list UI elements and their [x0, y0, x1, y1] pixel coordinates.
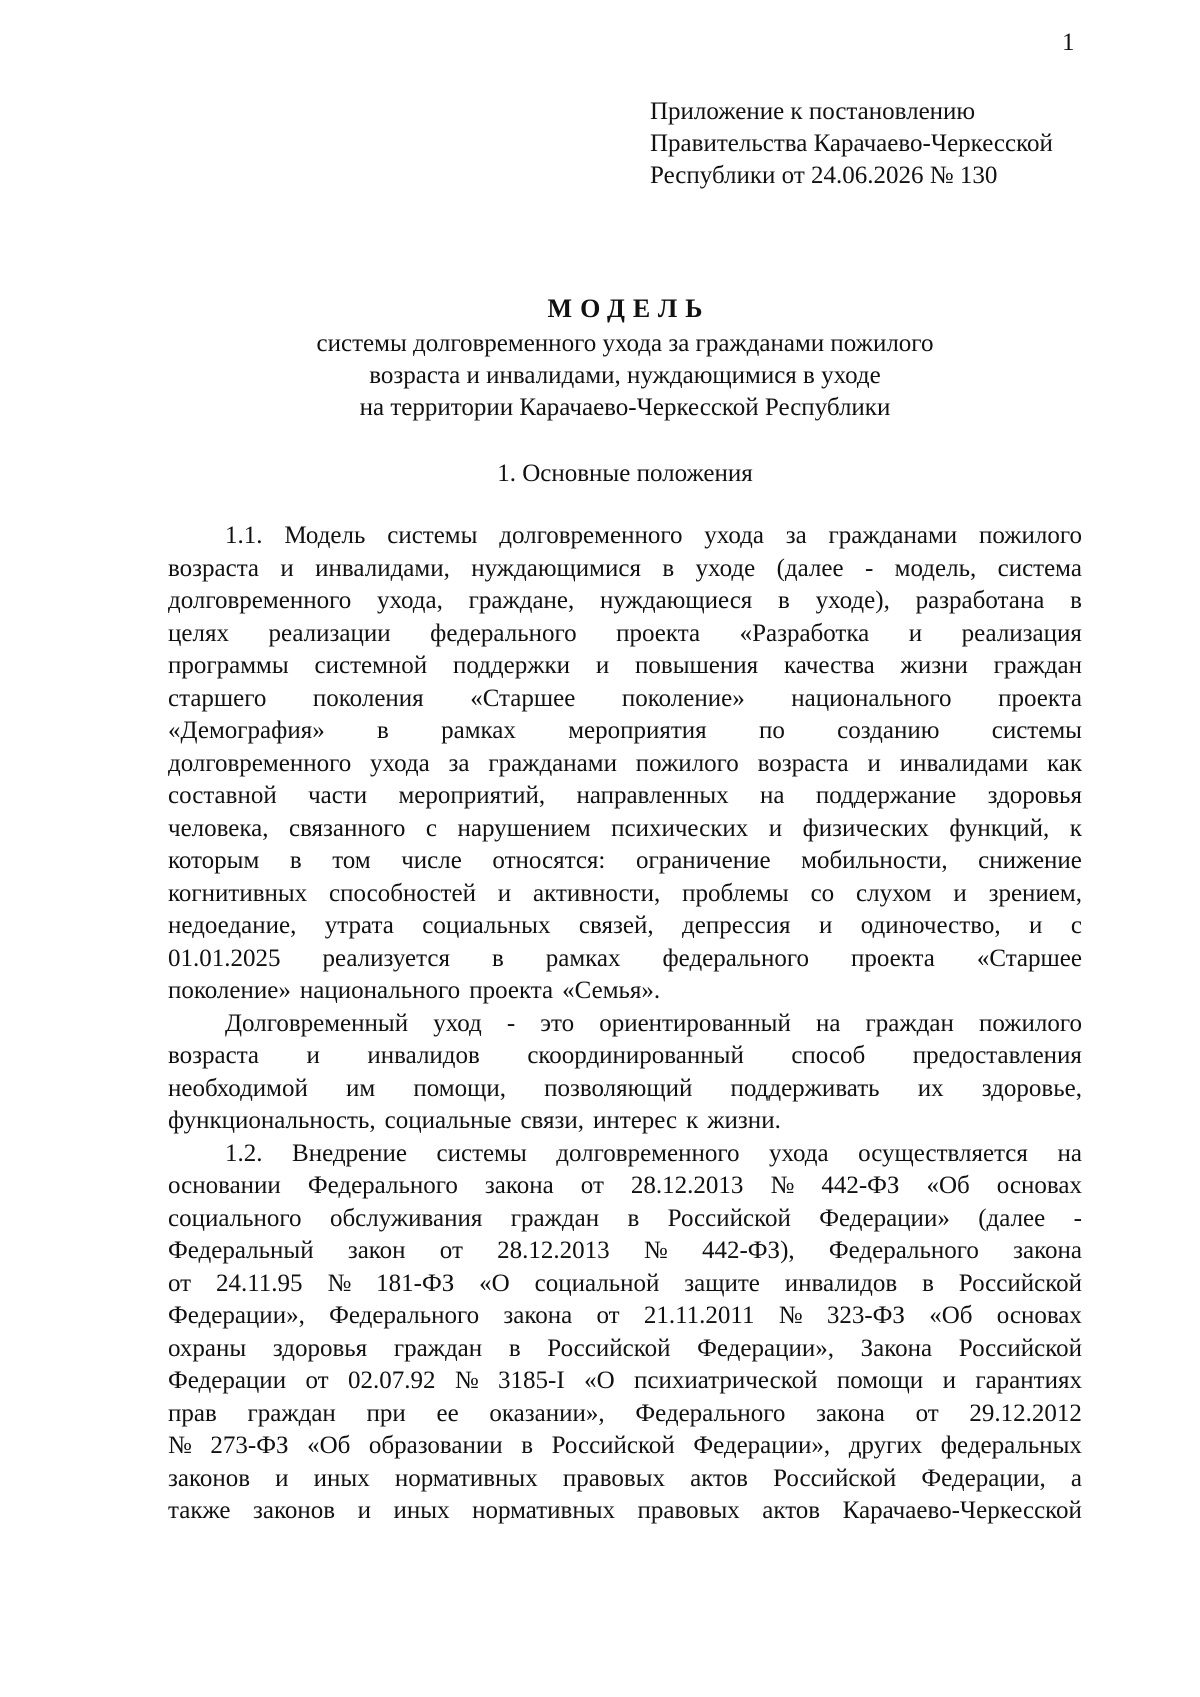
body-word: и [497, 879, 512, 907]
body-word: Федерального [307, 1172, 458, 1199]
body-word: от [580, 1172, 604, 1199]
body-word: предоставления [912, 1042, 1082, 1069]
body-word: здоровья [272, 1334, 368, 1362]
body-word: инвалидов [367, 1042, 480, 1069]
body-word: осуществляется [858, 1139, 1028, 1167]
body-word: и [357, 1497, 371, 1524]
body-word: помощи [836, 1367, 924, 1394]
body-word: 323-ФЗ [826, 1302, 905, 1329]
body-word: граждане, [468, 587, 575, 614]
body-word: ориентированный [599, 1009, 791, 1037]
body-word: системы [387, 522, 478, 549]
body-word: граждан [865, 1009, 954, 1037]
document-title-block [160, 290, 1090, 424]
body-word: социальные [384, 1107, 512, 1134]
body-word: гарантиях [975, 1367, 1082, 1394]
body-word: в [922, 1269, 934, 1297]
body-word: модель, [894, 554, 977, 582]
body-word: Федеральный [168, 1237, 314, 1264]
body-word: - [864, 554, 874, 582]
body-word: проекта [616, 619, 701, 647]
body-word: Российской [667, 1204, 791, 1232]
body-word: которым [168, 847, 260, 874]
body-word: к [1069, 814, 1082, 842]
section-heading: 1. Основные положения [497, 460, 753, 487]
body-word: законов [168, 1464, 251, 1492]
body-word: нарушением [457, 814, 591, 842]
body-word: здоровье, [981, 1074, 1082, 1102]
body-line [168, 553, 1082, 586]
body-word: слухом [856, 879, 932, 907]
body-line [168, 1430, 1082, 1463]
body-word: необходимой [168, 1074, 308, 1102]
body-word: 28.12.2013 [497, 1237, 610, 1264]
body-word: Федерального [635, 1399, 786, 1427]
body-word: 442-ФЗ [821, 1172, 900, 1199]
body-word: функциональность, [168, 1107, 376, 1134]
body-word: № [454, 1367, 479, 1394]
body-word: закон [347, 1237, 406, 1264]
appendix-line: Приложение к постановлению [650, 98, 976, 125]
body-word: гражданами [488, 749, 617, 777]
body-line [168, 1170, 1082, 1203]
body-word: системной [314, 652, 428, 679]
body-word: депрессия [682, 912, 791, 939]
body-word: образовании [368, 1432, 503, 1459]
body-word: поколения [312, 684, 424, 712]
body-word: оказании», [489, 1399, 605, 1427]
body-line [168, 1495, 1082, 1528]
body-word: и [953, 879, 967, 907]
body-word: и [306, 1042, 320, 1069]
body-word: Модель [284, 522, 366, 549]
body-word: на [1057, 1139, 1082, 1167]
body-word: поддерживать [730, 1074, 880, 1102]
body-line [168, 520, 1082, 553]
body-word: со [810, 879, 835, 907]
body-word: и [908, 619, 923, 647]
body-word: 442-ФЗ), [701, 1237, 795, 1264]
body-line [168, 975, 1082, 1008]
body-line [168, 910, 1082, 943]
body-word: № [643, 1237, 668, 1264]
body-word: их [917, 1074, 944, 1102]
body-line [168, 1365, 1082, 1398]
body-word: и [818, 912, 833, 939]
body-word: старшего [168, 684, 267, 712]
appendix-line: Республики от 24.06.2026 № 130 [650, 162, 998, 189]
body-word: Российской [773, 1464, 897, 1492]
body-word: в [627, 1204, 640, 1232]
body-word: национального [791, 684, 952, 712]
body-word: связей, [578, 912, 654, 939]
body-word: связанного [288, 814, 406, 842]
body-word: социальной [534, 1269, 660, 1297]
body-word: возраста [168, 1042, 260, 1069]
body-word: Закона [860, 1334, 933, 1362]
body-line [168, 1463, 1082, 1496]
body-word: психических [611, 814, 749, 842]
body-line [168, 878, 1082, 911]
body-word: на [815, 1009, 841, 1037]
body-word: в [662, 554, 675, 582]
body-word: 29.12.2012 [969, 1399, 1082, 1427]
body-word: в [289, 847, 302, 874]
body-word: зрением, [988, 879, 1082, 907]
body-word: уходе [695, 554, 756, 582]
body-word: это [540, 1009, 575, 1037]
body-word: в [491, 944, 504, 972]
body-word: реализуется [322, 944, 450, 972]
document-title: МОДЕЛЬ [547, 294, 711, 323]
body-word: с [425, 814, 437, 842]
body-word: недоедание, [168, 912, 297, 939]
body-word: способ [791, 1042, 866, 1069]
body-word: поколение» [621, 684, 745, 712]
body-word: граждан [993, 652, 1082, 679]
body-line [168, 1073, 1082, 1106]
body-word: возраста [757, 749, 849, 777]
body-word: (далее [978, 1204, 1046, 1232]
body-word: нормативных [394, 1464, 538, 1492]
body-word: пожилого [978, 522, 1082, 549]
body-word: утрата [324, 912, 394, 939]
body-word: 01.01.2025 [168, 944, 281, 972]
body-word: реализации [268, 619, 391, 647]
body-word: правовых [637, 1497, 740, 1524]
document-subtitle-line: на территории Карачаево-Черкесской Республики [359, 394, 891, 421]
body-word: по [758, 717, 785, 744]
body-line [168, 1008, 1082, 1041]
body-word: других [848, 1432, 923, 1459]
body-word: 3185-I [498, 1367, 565, 1394]
body-word: функций, [949, 814, 1050, 842]
body-word: рамках [441, 717, 516, 744]
body-word: правовых [562, 1464, 666, 1492]
body-word: защите [684, 1269, 760, 1297]
body-word: относятся: [492, 847, 606, 874]
body-word: Федерации», [168, 1302, 305, 1329]
body-line [168, 1235, 1082, 1268]
body-word: повышения [635, 652, 759, 679]
body-word: возраста [168, 554, 260, 582]
body-line [168, 943, 1082, 976]
body-word: Федерального [828, 1237, 979, 1264]
body-word: 02.07.92 [347, 1367, 436, 1394]
body-word: разработана [915, 587, 1045, 614]
document-subtitle-line: системы долговременного ухода за гражданами пожилого [316, 330, 934, 357]
body-word: Федерации», [697, 1334, 834, 1362]
body-word: Российской [551, 1432, 675, 1459]
body-word: жизни. [707, 1107, 781, 1134]
body-word: иных [393, 1497, 450, 1524]
body-word: Федерации» [819, 1204, 950, 1232]
body-word: а [1070, 1464, 1082, 1492]
body-word: система [997, 554, 1082, 582]
body-word: актов [762, 1497, 821, 1524]
body-word: «Об [307, 1432, 351, 1459]
body-word: части [308, 782, 368, 809]
body-line [168, 1333, 1082, 1366]
body-word: скоординированный [527, 1042, 744, 1069]
body-word: связи, [520, 1107, 585, 1134]
body-word: направленных [576, 782, 729, 809]
appendix-line: Правительства Карачаево-Черкесской [650, 130, 1053, 157]
body-word: уходе), [815, 587, 890, 614]
body-word: ее [436, 1399, 459, 1427]
body-word: закона [1013, 1237, 1082, 1264]
page-number: 1 [1062, 29, 1075, 56]
body-word: здоровья [987, 782, 1082, 809]
body-word: закона [816, 1399, 885, 1427]
body-word: «Разработка [739, 619, 870, 647]
body-word: и [595, 652, 610, 679]
body-word: Федерации, [921, 1464, 1046, 1492]
body-word: и [275, 1464, 289, 1492]
body-word: 1.2. [225, 1139, 263, 1167]
body-word: инвалидов [784, 1269, 898, 1297]
body-word: одиночество, [860, 912, 1001, 939]
body-word: актов [690, 1464, 748, 1492]
body-line [168, 845, 1082, 878]
body-line [168, 1268, 1082, 1301]
body-word: долговременного [168, 587, 352, 614]
body-word: 181-ФЗ [376, 1269, 455, 1297]
body-word: физических [802, 814, 929, 842]
body-word: проекта [469, 977, 554, 1004]
body-word: «Об [929, 1302, 973, 1329]
body-word: социальных [422, 912, 551, 939]
body-word: программы [168, 652, 289, 679]
body-word: ухода [370, 749, 430, 777]
body-word: Российской [547, 1334, 671, 1362]
body-word: в [778, 587, 790, 614]
body-word: числе [401, 847, 462, 874]
body-word: 1.1. [225, 522, 263, 549]
body-word: поколение» [168, 977, 291, 1004]
body-word: прав [168, 1399, 217, 1427]
body-word: способностей [329, 879, 476, 907]
body-word: граждан [510, 1204, 600, 1232]
body-word: «Старшее [470, 684, 576, 712]
body-word: ограничение [635, 847, 771, 874]
body-word: как [1046, 749, 1082, 777]
body-word: и [1029, 912, 1043, 939]
body-word: «Семья». [562, 977, 661, 1004]
body-word: помощи, [413, 1074, 506, 1102]
body-word: системы [991, 717, 1082, 744]
body-word: и [942, 1367, 956, 1394]
body-word: гражданами [828, 522, 958, 549]
body-word: основании [168, 1172, 281, 1199]
body-word: также [168, 1497, 231, 1524]
body-word: проблемы [682, 879, 789, 907]
body-word: в [508, 1334, 521, 1362]
body-word: снижение [978, 847, 1082, 874]
body-word: от [596, 1302, 620, 1329]
body-line [168, 715, 1082, 748]
body-word: 24.11.95 [215, 1269, 303, 1297]
body-word: жизни [900, 652, 968, 679]
body-word: № [778, 1302, 803, 1329]
body-line [168, 748, 1082, 781]
body-line [168, 1105, 1082, 1138]
body-word: пожилого [635, 749, 739, 777]
body-line [168, 1040, 1082, 1073]
body-word: качества [783, 652, 875, 679]
body-word: от [168, 1269, 192, 1297]
body-word: охраны [168, 1334, 247, 1362]
body-word: Карачаево-Черкесской [842, 1497, 1082, 1524]
body-word: реализация [961, 619, 1082, 647]
body-word: долговременного [556, 1139, 740, 1167]
body-word: инвалидами, [315, 554, 450, 582]
body-word: целях [168, 619, 229, 647]
body-word: социального [168, 1204, 302, 1232]
body-word: активности, [533, 879, 661, 907]
body-word: - [506, 1009, 516, 1037]
body-word: поддержки [453, 652, 570, 679]
body-word: долговременного [499, 522, 683, 549]
body-word: граждан [393, 1334, 483, 1362]
body-word: № [327, 1269, 352, 1297]
body-word: мероприятий, [398, 782, 546, 809]
body-word: с [1070, 912, 1082, 939]
body-word: «Демография» [168, 717, 325, 744]
body-word: Долговременный [225, 1009, 409, 1037]
body-word: проекта [850, 944, 935, 972]
body-word: - [1073, 1204, 1082, 1232]
body-line [168, 618, 1082, 651]
body-word: в [377, 717, 389, 744]
body-word: закона [484, 1172, 554, 1199]
body-word: позволяющий [544, 1074, 693, 1102]
body-word: человека, [168, 814, 269, 842]
body-word: и [768, 814, 783, 842]
body-line [168, 1203, 1082, 1236]
body-text [168, 520, 1082, 1528]
body-word: закона [503, 1302, 573, 1329]
document-subtitle-line: возраста и инвалидами, нуждающимися в уходе [369, 362, 881, 389]
body-word: психиатрической [634, 1367, 818, 1394]
body-line [168, 780, 1082, 813]
body-word: ухода [768, 1139, 829, 1167]
body-word: нормативных [472, 1497, 616, 1524]
body-word: рамках [545, 944, 621, 972]
body-word: уход [433, 1009, 482, 1037]
body-word: иных [313, 1464, 370, 1492]
body-word: созданию [837, 717, 940, 744]
body-word: пожилого [978, 1009, 1082, 1037]
body-word: ухода, [376, 587, 443, 614]
body-word: федеральных [940, 1432, 1082, 1459]
body-word: Федерального [329, 1302, 480, 1329]
body-word: законов [253, 1497, 336, 1524]
body-word: и [867, 749, 881, 777]
body-word: поддержание [815, 782, 957, 809]
body-word: к [686, 1107, 699, 1134]
body-word: нуждающиеся [600, 587, 753, 614]
body-word: основах [996, 1302, 1082, 1329]
body-word: интерес [593, 1107, 678, 1134]
body-line [168, 683, 1082, 716]
body-word: «Об [926, 1172, 970, 1199]
body-word: нуждающимися [471, 554, 641, 582]
body-word: мероприятия [568, 717, 707, 744]
body-word: Федерации», [693, 1432, 831, 1459]
body-word: системы [436, 1139, 527, 1167]
body-word: граждан [247, 1399, 336, 1427]
body-word: Российской [958, 1334, 1082, 1362]
body-word: от [305, 1367, 329, 1394]
body-word: в [1070, 587, 1082, 614]
body-word: им [346, 1074, 376, 1102]
body-word: ухода [704, 522, 764, 549]
body-word: мобильности, [801, 847, 948, 874]
body-line [168, 1138, 1082, 1171]
body-word: от [915, 1399, 939, 1427]
body-word: обслуживания [329, 1204, 483, 1232]
body-word: (далее [776, 554, 844, 582]
body-word: в [521, 1432, 534, 1459]
body-word: № [168, 1432, 192, 1459]
body-word: № [770, 1172, 795, 1199]
body-line [168, 650, 1082, 683]
body-word: Российской [958, 1269, 1082, 1297]
body-word: от [439, 1237, 463, 1264]
body-word: «Старшее [976, 944, 1082, 972]
body-word: 21.11.2011 [643, 1302, 755, 1329]
body-word: и [280, 554, 294, 582]
appendix-note [650, 96, 1170, 192]
body-word: основах [996, 1172, 1082, 1199]
body-word: за [785, 522, 807, 549]
body-word: за [448, 749, 470, 777]
body-word: «О [479, 1269, 510, 1297]
body-word: Внедрение [292, 1139, 408, 1167]
body-word: составной [168, 782, 277, 809]
body-word: национального [299, 977, 461, 1004]
body-word: 28.12.2013 [630, 1172, 744, 1199]
body-word: том [332, 847, 371, 874]
body-word: когнитивных [168, 879, 308, 907]
body-word: на [760, 782, 785, 809]
body-word: федерального [430, 619, 577, 647]
body-line [168, 1300, 1082, 1333]
body-word: инвалидами [899, 749, 1029, 777]
body-line [168, 813, 1082, 846]
body-word: Федерации [168, 1367, 287, 1394]
body-word: при [366, 1399, 406, 1427]
body-word: долговременного [168, 749, 352, 777]
body-line [168, 585, 1082, 618]
body-word: «О [584, 1367, 615, 1394]
body-word: проекта [998, 684, 1082, 712]
body-word: федерального [662, 944, 809, 972]
body-word: 273-ФЗ [210, 1432, 289, 1459]
body-line [168, 1398, 1082, 1431]
